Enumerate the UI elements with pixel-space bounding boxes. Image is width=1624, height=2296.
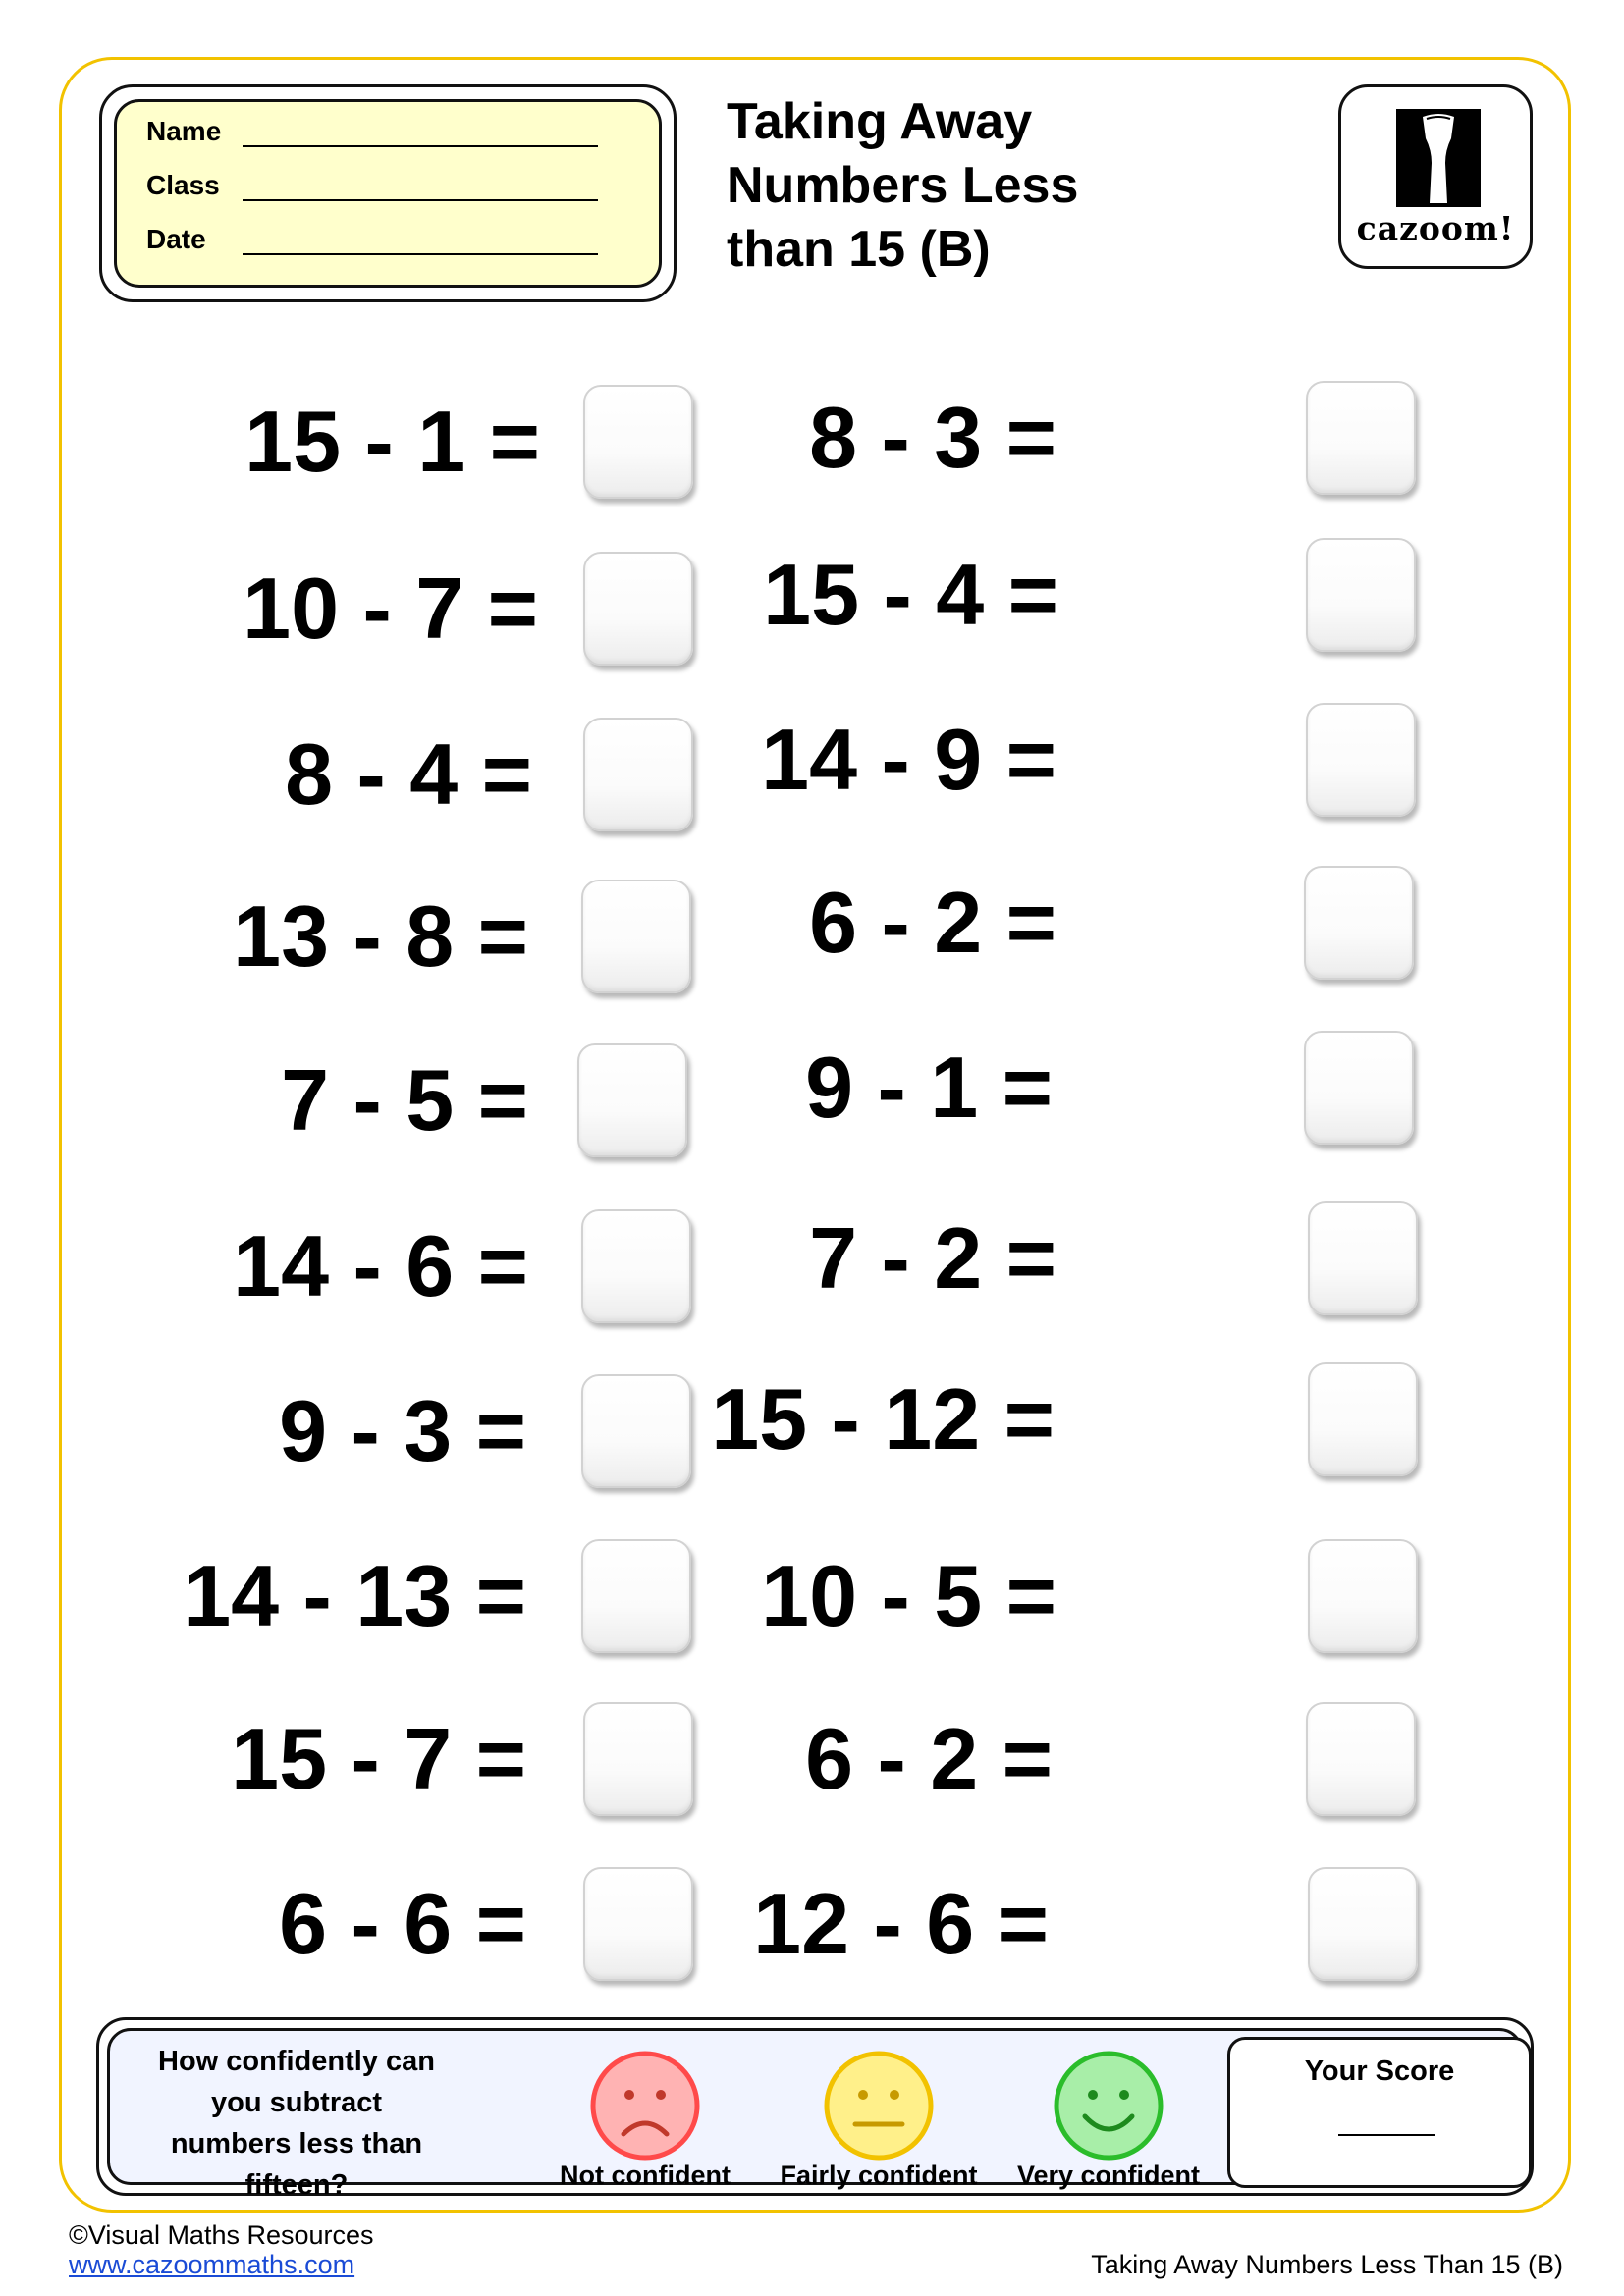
answer-box[interactable] [1306,538,1416,652]
problem-expression: 6 - 2 = [805,1710,1053,1807]
problem-expression: 13 - 8 = [233,887,528,985]
problem-right-8 [761,1539,1473,1657]
problem-left-6 [0,1209,707,1327]
answer-box[interactable] [1306,381,1416,495]
footer-worksheet-title: Taking Away Numbers Less Than 15 (B) [1091,2250,1563,2279]
answer-box[interactable] [583,1867,693,1981]
student-info-box [99,84,677,302]
score-box [1227,2037,1532,2188]
problem-expression: 7 - 2 = [809,1209,1056,1307]
class-label: Class [146,170,220,200]
problem-right-9 [785,1702,1473,1820]
problem-right-4 [785,866,1473,984]
name-label: Name [146,116,222,146]
problem-left-9 [0,1702,707,1820]
answer-box[interactable] [583,552,693,666]
neutral-face-icon[interactable] [823,2050,935,2162]
student-info-panel [114,99,662,288]
date-label: Date [146,224,206,254]
answer-box[interactable] [581,1539,691,1653]
date-field[interactable] [243,230,598,255]
not-confident-label: Not confident [560,2161,731,2190]
footer-left [69,2220,374,2279]
problem-expression: 6 - 6 = [279,1875,526,1972]
fairly-confident-label: Fairly confident [780,2161,978,2190]
problem-expression: 12 - 6 = [753,1875,1049,1972]
confidence-panel-inner [107,2028,1523,2201]
website-link[interactable]: www.cazoommaths.com [69,2250,355,2279]
problem-expression: 9 - 1 = [805,1039,1053,1136]
happy-face-icon[interactable] [1053,2050,1164,2162]
problem-expression: 8 - 4 = [285,725,532,823]
problem-left-7 [0,1374,707,1492]
logo-text: cazoom! [1356,209,1515,247]
problem-expression: 14 - 13 = [183,1547,526,1644]
problem-left-2 [0,552,707,669]
copyright-text: ©Visual Maths Resources [69,2220,374,2250]
problem-expression: 8 - 3 = [809,389,1056,486]
problem-right-10 [753,1867,1473,1985]
problem-left-8 [0,1539,707,1657]
answer-box[interactable] [1308,1867,1418,1981]
problem-expression: 10 - 5 = [761,1547,1056,1644]
score-field[interactable] [1338,2134,1435,2136]
answer-box[interactable] [1306,1702,1416,1816]
answer-box[interactable] [1304,866,1414,980]
answer-box[interactable] [581,1209,691,1323]
problem-left-3 [0,718,707,835]
very-confident-label: Very confident [1016,2161,1201,2190]
answer-box[interactable] [581,1374,691,1488]
name-field[interactable] [243,122,598,147]
answer-box[interactable] [581,880,691,993]
answer-box[interactable] [577,1043,687,1157]
problem-left-5 [0,1043,707,1161]
problem-expression: 14 - 9 = [761,711,1056,808]
problem-right-3 [761,703,1473,821]
problem-left-1 [0,385,707,503]
problem-expression: 15 - 7 = [231,1710,526,1807]
problem-expression: 7 - 5 = [281,1051,528,1148]
cazoom-logo [1338,84,1533,269]
problem-left-10 [0,1867,707,1985]
score-label: Your Score [1304,2056,1455,2087]
worksheet-title [727,90,1257,282]
answer-box[interactable] [583,718,693,831]
problem-expression: 15 - 1 = [244,393,540,490]
problem-right-1 [785,381,1473,499]
title-line-2: Numbers Less [727,157,1079,214]
problem-right-5 [785,1031,1473,1148]
class-row [146,170,598,201]
confidence-question: How confidently can you subtract numbers less than fifteen? [158,2046,435,2201]
confidence-panel [96,2017,1534,2201]
problem-expression: 6 - 2 = [809,874,1056,971]
answer-box[interactable] [583,385,693,499]
answer-box[interactable] [583,1702,693,1816]
drum-logo-icon [1396,109,1481,207]
title-line-3: than 15 (B) [727,221,991,278]
problem-left-4 [0,880,707,997]
problem-expression: 14 - 6 = [233,1217,528,1314]
problem-expression: 15 - 4 = [763,546,1058,643]
sad-face-icon[interactable] [589,2050,701,2162]
name-row [146,116,598,147]
answer-box[interactable] [1308,1201,1418,1315]
problem-expression: 15 - 12 = [711,1370,1055,1468]
answer-box[interactable] [1308,1539,1418,1653]
problem-expression: 9 - 3 = [279,1382,526,1479]
answer-box[interactable] [1304,1031,1414,1145]
answer-box[interactable] [1308,1362,1418,1476]
problem-right-2 [763,538,1473,656]
answer-box[interactable] [1306,703,1416,817]
problem-right-7 [711,1362,1473,1480]
problem-right-6 [785,1201,1473,1319]
problem-expression: 10 - 7 = [243,560,538,657]
class-field[interactable] [243,176,598,201]
title-line-1: Taking Away [727,93,1033,150]
date-row [146,224,598,255]
